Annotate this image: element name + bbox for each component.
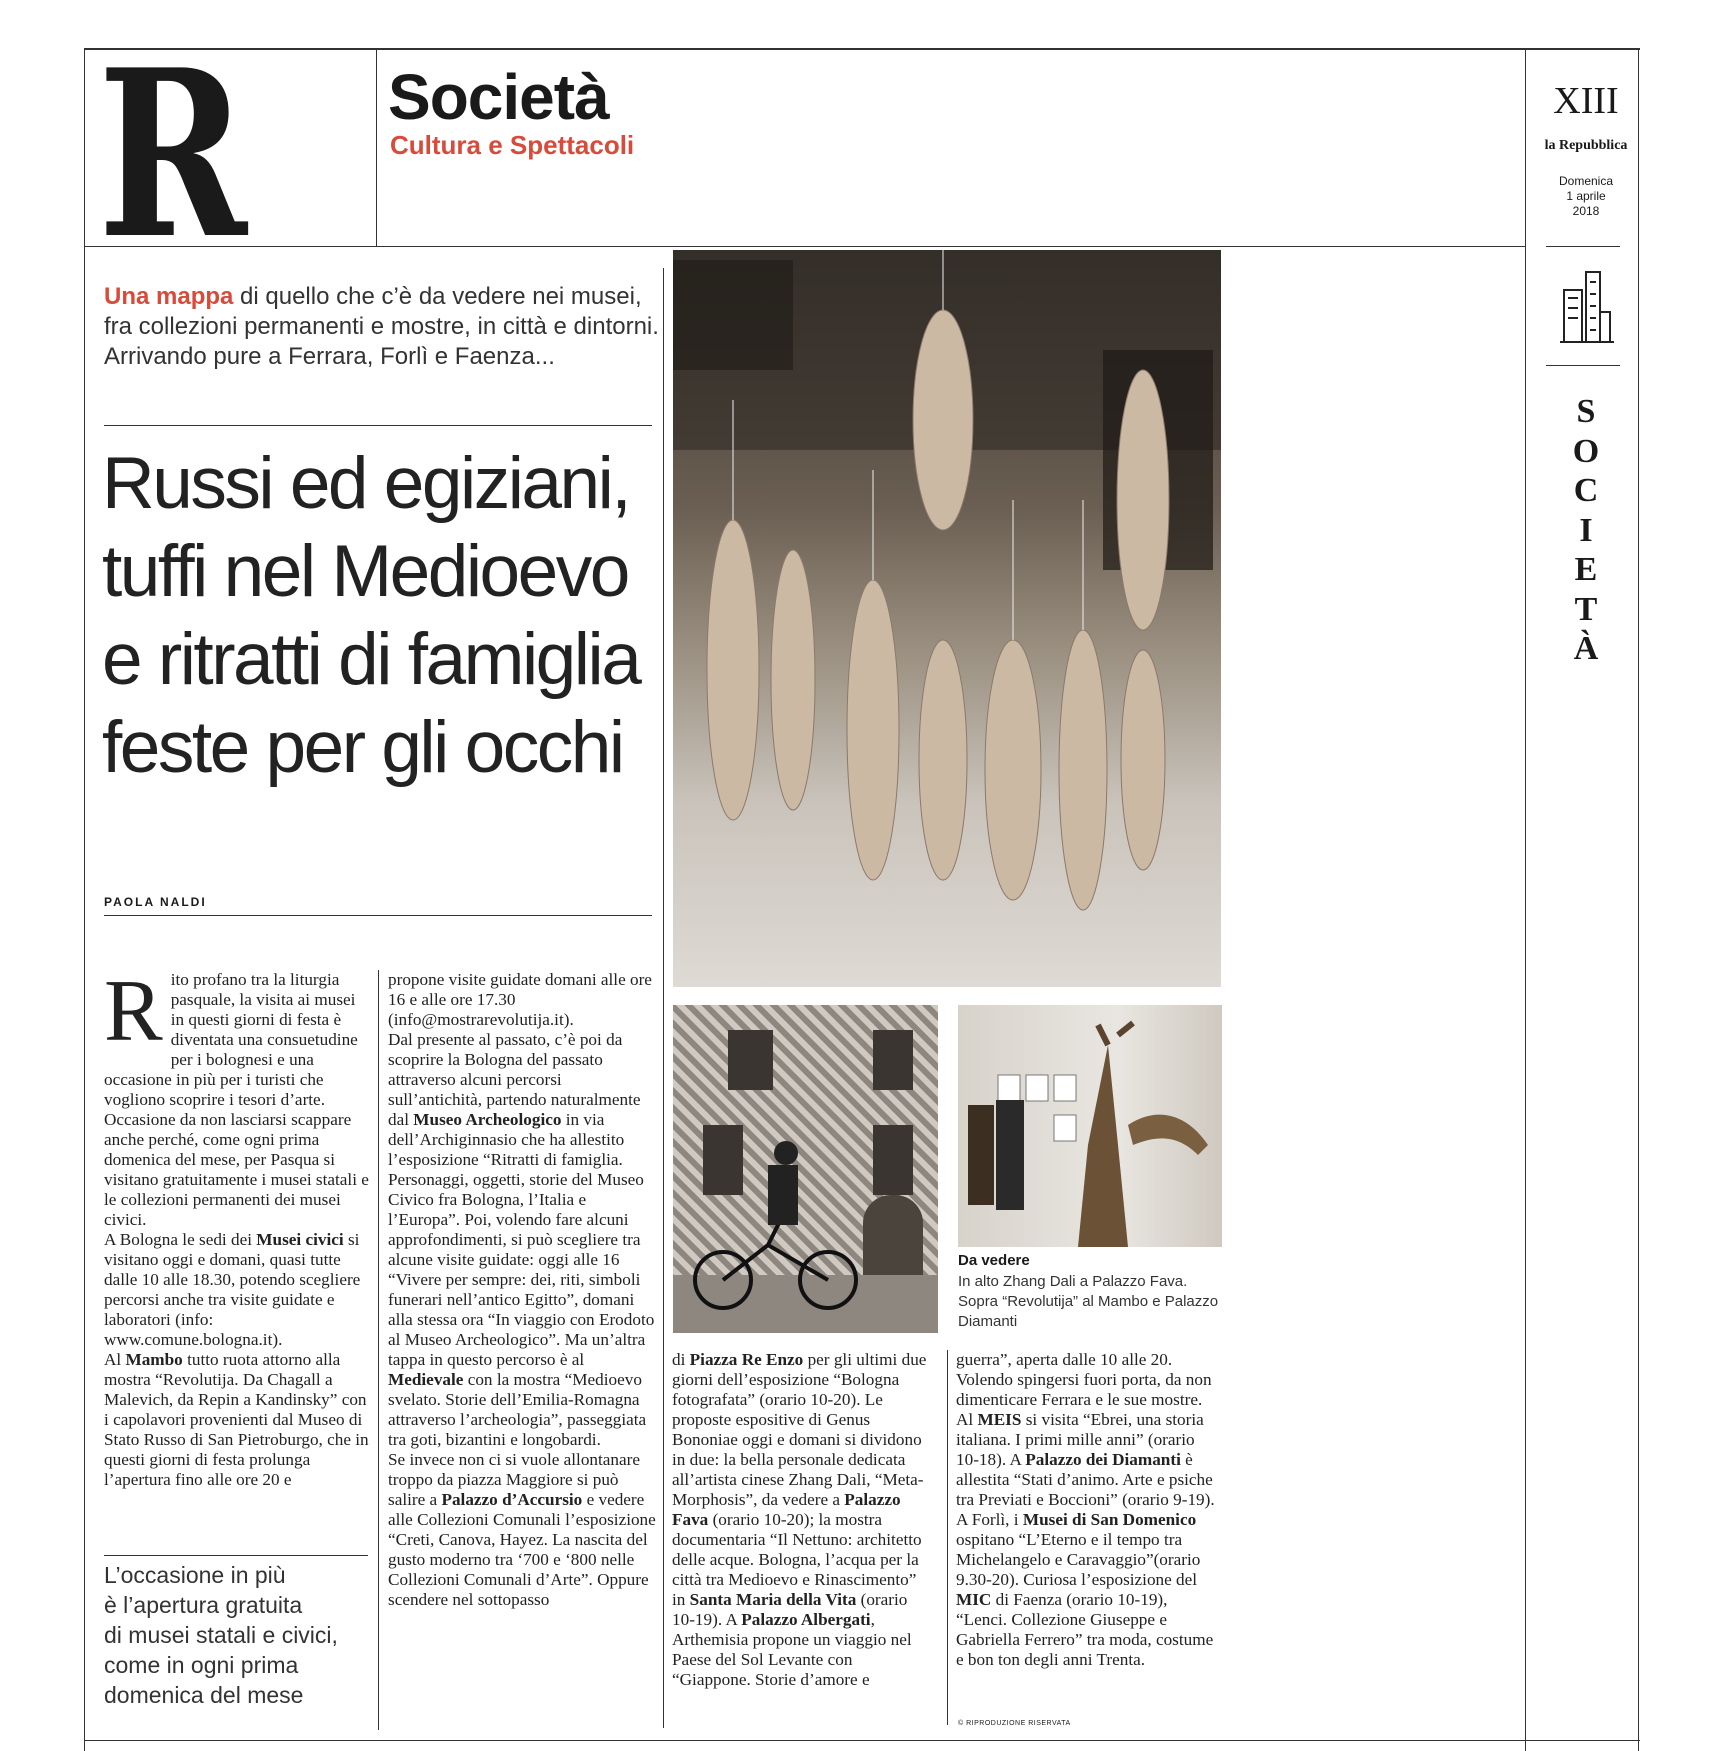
body-column-1 <box>104 963 372 1490</box>
headline-line: tuffi nel Medioevo <box>102 531 628 612</box>
pull-quote-line: è l’apertura gratuita <box>104 1592 303 1618</box>
body-column-2 <box>388 970 656 1610</box>
photo-zhang-dali-installation <box>673 250 1221 987</box>
vertical-letter: I <box>1579 511 1593 549</box>
vertical-letter: E <box>1574 551 1598 588</box>
body-text: Dal presente al passato, c’è poi da scoprire la Bologna del passato attraverso alcuni percorsi sull’antichità, partendo naturalmente dal Museo Archeologico in via dell’Archiginnasio che ha allestito l’esposizione “Ritratti di famiglia. Personaggi, oggetti, storie del Museo Civico fra Bologna, l’Italia e l’Europa”. Poi, volendo fare alcuni approfondimenti, si può scegliere tra alcune visite guidate: oggi alle 16 “Vivere per sempre: dei, riti, simboli funerari nell’antico Egitto”, domani alla stessa ora “In viaggio con Erodoto al Museo Archeologico”. Ma un’altra tappa in questo percorso è al Medievale con la mostra “Medioevo svelato. Storie dell’Emilia-Romagna attraverso l’archeologia”, passeggiata tra goti, bizantini e longobardi. <box>388 1030 655 1449</box>
kicker <box>104 282 664 372</box>
left-frame-rule <box>84 48 85 1751</box>
body-text: Al Mambo tutto ruota attorno alla mostra “Revolutija. Da Chagall a Malevich, da Repin a Kandinsky” con i capolavori provenienti dal Museo di Stato Russo di San Pietroburgo, che in questi giorni di festa prolunga l’apertura fino alle ore 20 e <box>104 1350 369 1489</box>
newspaper-name: la Repubblica <box>1544 138 1628 153</box>
section-title: Società <box>388 61 609 133</box>
pullquote-rule <box>104 1555 368 1556</box>
vertical-letter: C <box>1573 472 1599 509</box>
sidebar-rule-1 <box>1546 246 1620 247</box>
date-line: Domenica <box>1558 174 1614 188</box>
headline <box>102 440 662 792</box>
caption-text: In alto Zhang Dali a Palazzo Fava. Sopra “Revolutija” al Mambo e Palazzo Diamanti <box>958 1273 1219 1330</box>
vertical-letter: T <box>1574 590 1598 628</box>
section-subtitle: Cultura e Spettacoli <box>390 130 635 160</box>
vertical-section-label <box>1558 392 1614 669</box>
kicker-text: di quello che c’è da vedere nei musei, fra collezioni permanenti e mostre, in città e dintorni. Arrivando pure a Ferrara, Forlì e Faenza... <box>104 283 659 370</box>
kicker-rule <box>104 425 652 426</box>
dropcap: R <box>104 963 163 1060</box>
date-line: 2018 <box>1572 204 1600 218</box>
column-divider-main <box>663 268 664 1728</box>
bologna-towers-icon <box>1556 268 1616 348</box>
vertical-letter: O <box>1572 432 1600 470</box>
headline-line: e ritratti di famiglia <box>102 619 640 700</box>
header-bottom-rule <box>84 246 1526 247</box>
headline-line: Russi ed egiziani, <box>102 443 630 524</box>
kicker-lead: Una mappa <box>104 283 234 310</box>
body-text: di Piazza Re Enzo per gli ultimi due giorni dell’esposizione “Bologna fotografata” (orario 10-20). Le proposte espositive di Genus Bononiae oggi e domani si dividono in due: la bella personale dedicata all’artista cinese Zhang Dali, “Meta-Morphosis”, da vedere a Palazzo Fava (orario 10-20); la mostra documentaria “Il Nettuno: architetto delle acque. Bologna, l’acqua per la città tra Medioevo e Rinascimento” in Santa Maria della Vita (orario 10-19). A Palazzo Albergati, Arthemisia propone un viaggio nel Paese del Sol Levante con “Giappone. Storie d’amore e <box>672 1350 927 1689</box>
vertical-letter: S <box>1576 393 1596 430</box>
pull-quote <box>104 1560 364 1710</box>
body-text: A Bologna le sedi dei Musei civici si visitano oggi e domani, quasi tutte dalle 10 alle 18.30, potendo scegliere percorsi anche tra visite guidate e laboratori (info: www.comune.bologna.it). <box>104 1230 361 1349</box>
column-divider-body <box>378 970 379 1730</box>
byline-rule <box>104 915 652 916</box>
photo-palazzo-diamanti-cyclist <box>673 1005 938 1333</box>
body-column-4 <box>956 1350 1218 1670</box>
sidebar-divider <box>1525 50 1526 1751</box>
hanging-figures-image <box>673 250 1221 987</box>
top-rule <box>84 48 1640 50</box>
pull-quote-line: L’occasione in più <box>104 1562 286 1588</box>
body-text: Se invece non ci si vuole allontanare troppo da piazza Maggiore si può salire a Palazzo d’Accursio e vedere alle Collezioni Comunali l’esposizione “Creti, Canova, Hayez. La nascita del gusto moderno tra ‘700 e ‘800 nelle Collezioni Comunali d’Arte”. Oppure scendere nel sottopasso <box>388 1450 656 1609</box>
bottom-rule <box>84 1740 1640 1741</box>
page-number: XIII <box>1553 80 1619 122</box>
sidebar-rule-2 <box>1546 365 1620 366</box>
body-text: ito profano tra la liturgia pasquale, la visita ai musei in questi giorni di festa è diventata una consuetudine per i bolognesi e una occasione in più per i turisti che vogliono scoprire i tesori d’arte. Occasione da non lasciarsi scappare anche perché, come ogni prima domenica del mese, per Pasqua si visitano gratuitamente i musei statali e le collezioni permanenti dei musei civici. <box>104 970 369 1229</box>
cyclist-image <box>673 1005 938 1333</box>
column-divider-right <box>947 1350 948 1725</box>
body-column-3 <box>672 1350 934 1690</box>
vertical-letter: À <box>1573 630 1599 667</box>
pull-quote-line: domenica del mese <box>104 1682 304 1708</box>
publication-date <box>1530 174 1642 219</box>
sculpture-image <box>958 1005 1222 1247</box>
header-divider <box>376 50 377 246</box>
pull-quote-line: di musei statali e civici, <box>104 1622 338 1648</box>
caption-title: Da vedere <box>958 1252 1030 1269</box>
headline-line: feste per gli occhi <box>102 707 623 788</box>
photo-revolutija-sculpture <box>958 1005 1222 1247</box>
date-line: 1 aprile <box>1566 189 1606 203</box>
pull-quote-line: come in ogni prima <box>104 1652 299 1678</box>
byline: PAOLA NALDI <box>104 895 207 909</box>
right-frame-rule <box>1638 48 1639 1751</box>
logo: R <box>98 20 248 290</box>
copyright-notice: © RIPRODUZIONE RISERVATA <box>958 1720 1071 1727</box>
body-text: guerra”, aperta dalle 10 alle 20. Volendo spingersi fuori porta, da non dimenticare Ferrara e le sue mostre. Al MEIS si visita “Ebrei, una storia italiana. I primi mille anni” (orario 10-18). A Palazzo dei Diamanti è allestita “Stati d’animo. Arte e psiche tra Previati e Boccioni” (orario 9-19). A Forlì, i Musei di San Domenico ospitano “L’Eterno e il tempo tra Michelangelo e Caravaggio”(orario 9.30-20). Curiosa l’esposizione del MIC di Faenza (orario 10-19), “Lenci. Collezione Giuseppe e Gabriella Ferrero” tra moda, costume e bon ton degli anni Trenta. <box>956 1350 1215 1669</box>
body-text: propone visite guidate domani alle ore 16 e alle ore 17.30 (info@mostrarevolutija.it). <box>388 970 652 1029</box>
